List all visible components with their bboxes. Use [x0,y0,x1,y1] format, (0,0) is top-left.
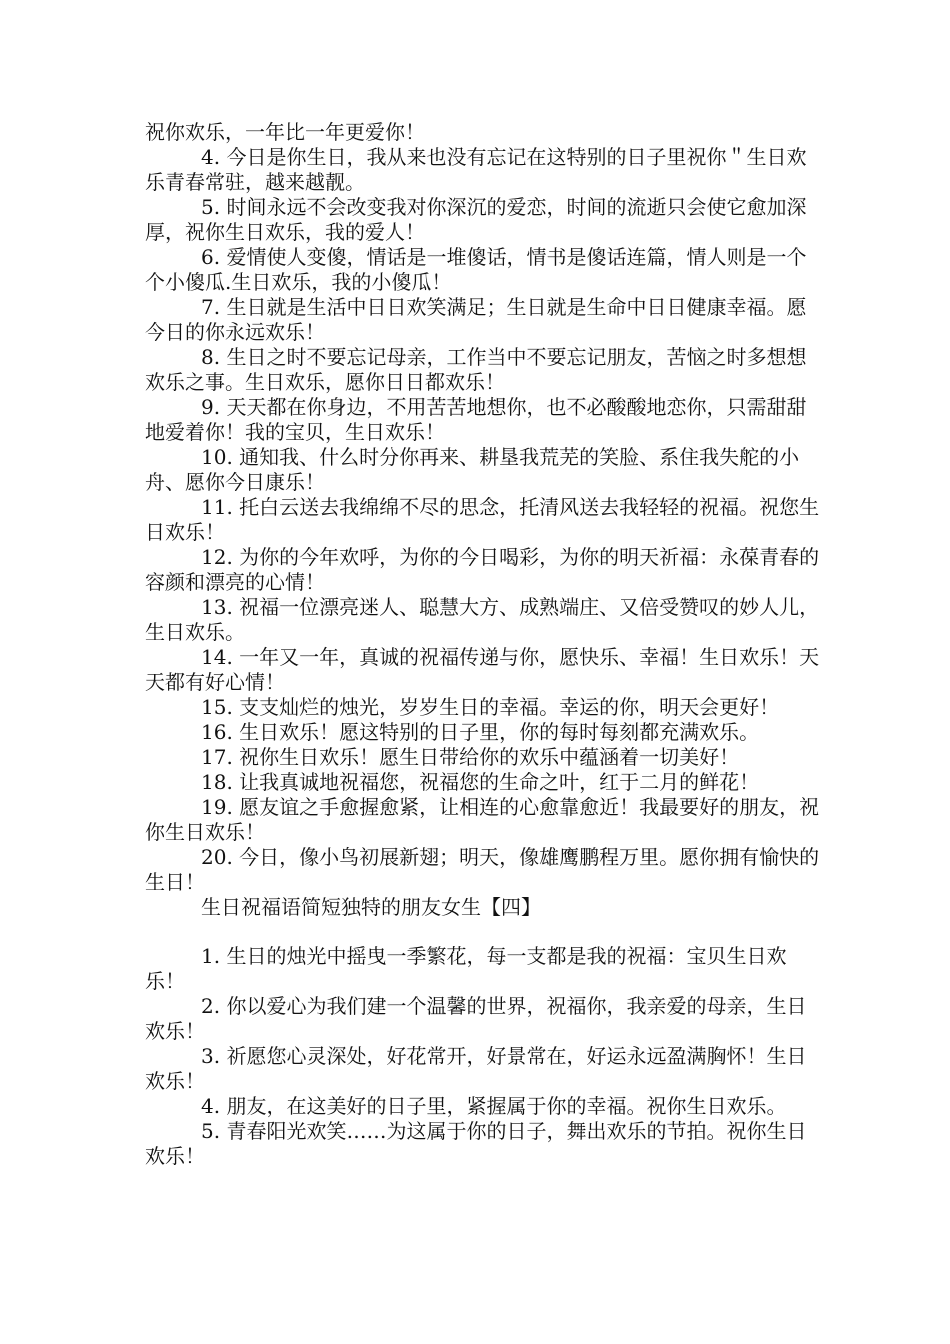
list-item: 18. 让我真诚地祝福您，祝福您的生命之叶，红于二月的鲜花！ [201,770,760,794]
list-item: 9. 天天都在你身边，不用苦苦地想你，也不必酸酸地恋你，只需甜甜地爱着你！我的宝贝，生日欢乐！ [145,395,807,444]
list-item: 5. 时间永远不会改变我对你深沉的爱恋，时间的流逝只会使它愈加深厚，祝你生日欢乐，我的爱人！ [145,195,807,244]
list-item: 13. 祝福一位漂亮迷人、聪慧大方、成熟端庄、又倍受赞叹的妙人儿，生日欢乐。 [145,595,820,644]
list-item: 12. 为你的今年欢呼，为你的今日喝彩，为你的明天祈福：永葆青春的容颜和漂亮的心情！ [145,545,820,594]
list-item: 17. 祝你生日欢乐！愿生日带给你的欢乐中蕴涵着一切美好！ [201,745,740,769]
list-item: 15. 支支灿烂的烛光，岁岁生日的幸福。幸运的你，明天会更好！ [201,695,780,719]
list-item: 4. 朋友，在这美好的日子里，紧握属于你的幸福。祝你生日欢乐。 [201,1094,787,1118]
document-page [145,120,825,1169]
list-item: 11. 托白云送去我绵绵不尽的思念，托清风送去我轻轻的祝福。祝您生日欢乐！ [145,495,820,544]
list-item: 1. 生日的烛光中摇曳一季繁花，每一支都是我的祝福：宝贝生日欢乐！ [145,944,787,993]
list-item: 14. 一年又一年，真诚的祝福传递与你，愿快乐、幸福！生日欢乐！天天都有好心情！ [145,645,820,694]
list-item: 4. 今日是你生日，我从来也没有忘记在这特别的日子里祝你＂生日欢乐青春常驻，越来越靓。 [145,145,807,194]
list-item: 10. 通知我、什么时分你再来、耕垦我荒芜的笑脸、系住我失舵的小舟、愿你今日康乐！ [145,445,800,494]
list-item: 16. 生日欢乐！愿这特别的日子里，你的每时每刻都充满欢乐。 [201,720,760,744]
list-item: 5. 青春阳光欢笑……为这属于你的日子，舞出欢乐的节拍。祝你生日欢乐！ [145,1119,807,1168]
list-item: 3. 祈愿您心灵深处，好花常开，好景常在，好运永远盈满胸怀！生日欢乐！ [145,1044,807,1093]
list-item: 7. 生日就是生活中日日欢笑满足；生日就是生命中日日健康幸福。愿今日的你永远欢乐！ [145,295,807,344]
list-item: 2. 你以爱心为我们建一个温馨的世界，祝福你，我亲爱的母亲，生日欢乐！ [145,994,807,1043]
opening-line: 祝你欢乐，一年比一年更爱你！ [145,120,425,144]
list-item: 6. 爱情使人变傻，情话是一堆傻话，情书是傻话连篇，情人则是一个个小傻瓜.生日欢乐，我的小傻瓜！ [145,245,807,294]
list-item: 8. 生日之时不要忘记母亲，工作当中不要忘记朋友，苦恼之时多想想欢乐之事。生日欢乐，愿你日日都欢乐！ [145,345,807,394]
list-item: 20. 今日，像小鸟初展新翅；明天，像雄鹰鹏程万里。愿你拥有愉快的生日！ [145,845,820,894]
list-item: 19. 愿友谊之手愈握愈紧，让相连的心愈靠愈近！我最要好的朋友，祝你生日欢乐！ [145,795,820,844]
section-heading: 生日祝福语简短独特的朋友女生【四】 [201,895,541,919]
